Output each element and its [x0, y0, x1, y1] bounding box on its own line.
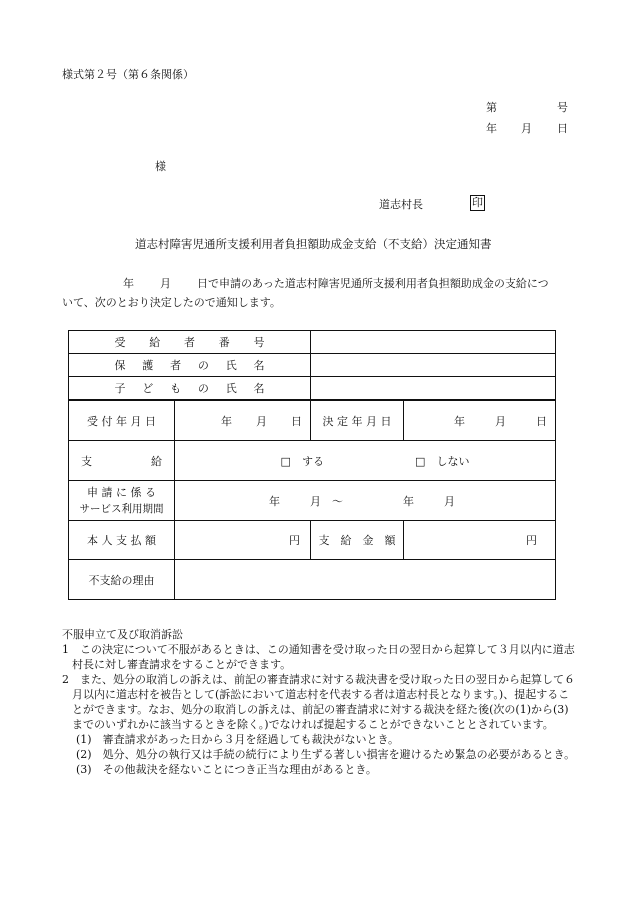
- seal-mark: [470, 195, 485, 211]
- row-payment: [69, 441, 556, 481]
- row-dates: [69, 401, 556, 441]
- notes-item-1: 1 この決定について不服があるときは、この通知書を受け取った日の翌日から起算して３月以内に道志村長に対し審査請求をすることができます。: [62, 643, 575, 671]
- payment-amount-label: 支 給 金 額: [311, 521, 404, 560]
- issue-date-day: 日: [557, 122, 568, 135]
- notes-sub-2: (2) 処分、処分の執行又は手続の続行により生ずる著しい損害を避けるため緊急の必要があるとき。: [76, 748, 576, 761]
- service-period-label: 申 請 に 係 る サービス利用期間: [69, 481, 175, 521]
- denial-reason-label: 不支給の理由: [69, 560, 175, 600]
- notes-sub-1: (1) 審査請求があった日から３月を経過しても裁決がないとき。: [76, 733, 400, 746]
- guardian-name-label: 保 護 者 の 氏 名: [69, 354, 311, 377]
- payment-no-checkbox[interactable]: □ しない: [415, 454, 470, 468]
- payment-yes-checkbox[interactable]: □ する: [280, 454, 324, 468]
- notes-item-2: 2 また、処分の取消しの訴えは、前記の審査請求に対する裁決書を受け取った日の翌日から起算して６月以内に道志村を被告として(訴訟において道志村を代表する者は道志村長となります。)、提起することができます。なお、処分の取消しの訴えは、前記の審査請求に対する裁決を経た後(次の(1)から(3)までのいずれかに該当するときを除く。)でなければ提起することができないこととされています。: [62, 673, 575, 731]
- row-recipient-number: [69, 331, 556, 354]
- service-period-value[interactable]: 年 月 ～ 年 月: [175, 481, 556, 521]
- row-denial-reason: [69, 560, 556, 600]
- doc-number-suffix: 号: [557, 101, 568, 114]
- decision-date-value[interactable]: 年 月 日: [404, 401, 556, 441]
- decision-table: [68, 330, 556, 400]
- issuer-name: 道志村長: [379, 198, 423, 211]
- addressee-suffix: 様: [155, 160, 166, 173]
- form-number: 様式第２号（第６条関係）: [62, 68, 194, 81]
- decision-date-label: 決 定 年 月 日: [311, 401, 404, 441]
- recipient-number-label: 受 給 者 番 号: [69, 331, 311, 354]
- row-guardian-name: [69, 354, 556, 377]
- recipient-number-value[interactable]: [311, 331, 556, 354]
- denial-reason-value[interactable]: [175, 560, 556, 600]
- row-child-name: [69, 377, 556, 400]
- appeal-notes: [62, 627, 578, 777]
- seal-text: 印: [472, 196, 483, 209]
- payment-label: 支 給: [69, 441, 175, 481]
- intro-month: 月: [160, 277, 171, 290]
- doc-number-prefix: 第: [486, 101, 497, 114]
- intro-year: 年: [123, 277, 134, 290]
- issue-date-year: 年: [486, 122, 497, 135]
- decision-table-lower: [68, 400, 556, 600]
- intro-line-1: 日で申請のあった道志村障害児通所支援利用者負担額助成金の支給につ: [197, 277, 549, 290]
- payment-amount-value[interactable]: 円: [404, 521, 556, 560]
- child-name-label: 子 ど も の 氏 名: [69, 377, 311, 400]
- self-payment-value[interactable]: 円: [175, 521, 311, 560]
- row-service-period: [69, 481, 556, 521]
- payment-options: [175, 441, 556, 481]
- document-title: 道志村障害児通所支援利用者負担額助成金支給（不支給）決定通知書: [135, 237, 492, 251]
- intro-line-2: いて、次のとおり決定したので通知します。: [62, 296, 281, 309]
- guardian-name-value[interactable]: [311, 354, 556, 377]
- notes-sub-3: (3) その他裁決を経ないことにつき正当な理由があるとき。: [76, 763, 377, 776]
- issue-date-month: 月: [521, 122, 532, 135]
- received-date-value[interactable]: 年 月 日: [175, 401, 311, 441]
- child-name-value[interactable]: [311, 377, 556, 400]
- notes-heading: 不服申立て及び取消訴訟: [62, 628, 183, 641]
- received-date-label: 受 付 年 月 日: [69, 401, 175, 441]
- row-amounts: [69, 521, 556, 560]
- self-payment-label: 本 人 支 払 額: [69, 521, 175, 560]
